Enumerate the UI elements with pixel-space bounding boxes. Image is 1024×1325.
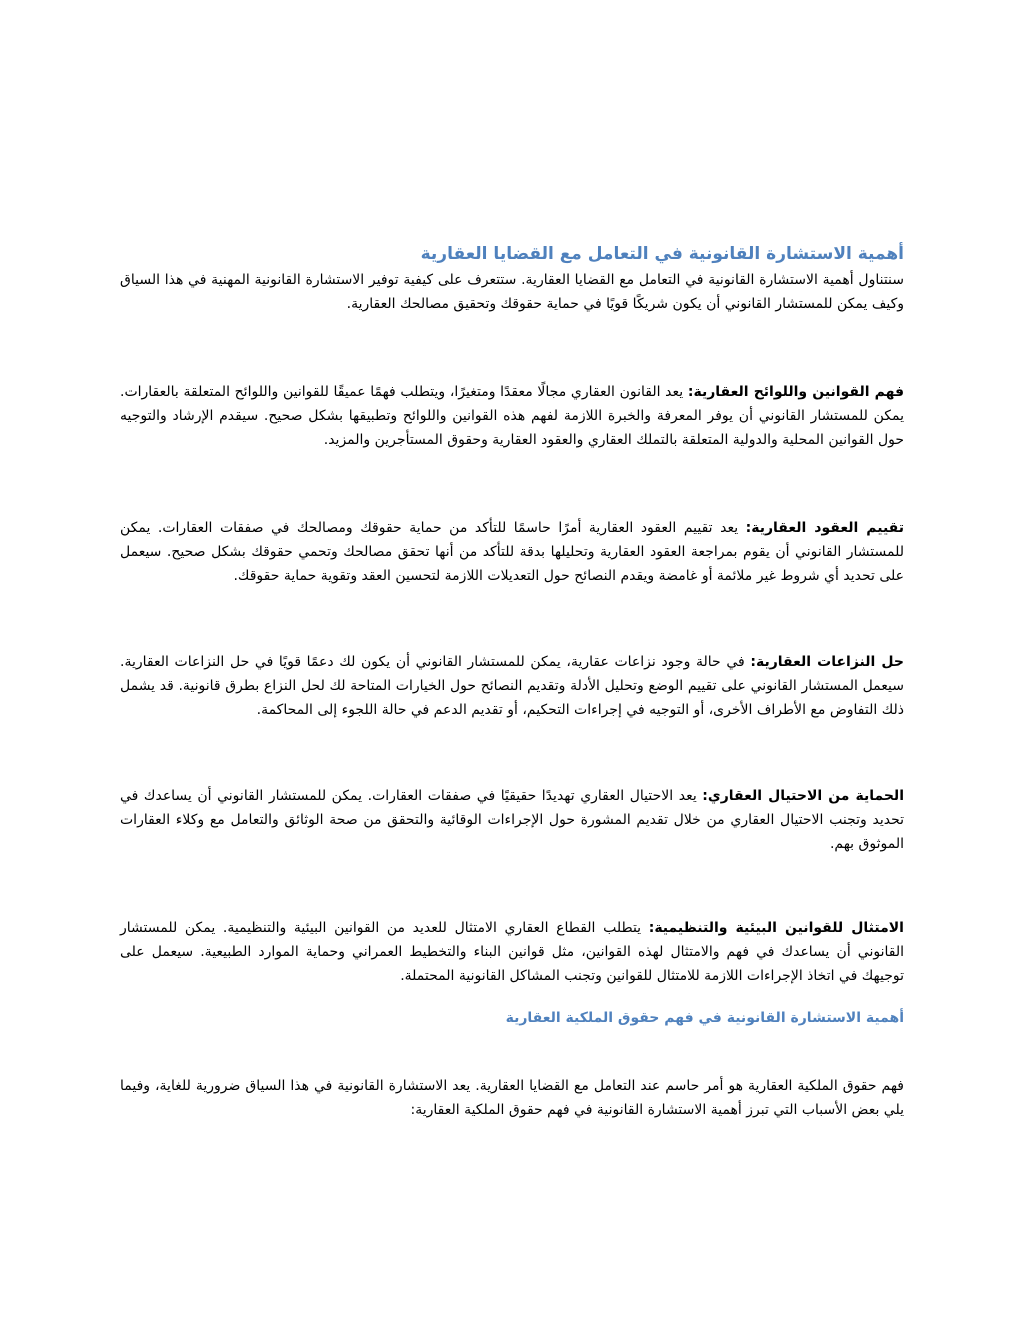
section-lead: تقييم العقود العقارية: xyxy=(745,520,904,536)
section-text: يعد القانون العقاري مجالًا معقدًا ومتغيرًا، ويتطلب فهمًا عميقًا للقوانين واللوائح المتعلقة بالعقارات. يمكن للمستشار القانوني أن يوفر المعرفة والخبرة اللازمة لفهم هذه القوانين واللوائح وتطبيقها بشكل صحيح. سيقدم الإرشاد والتوجيه حول القوانين المحلية والدولية المتعلقة بالتملك العقاري والعقود العقارية وحقوق المستأجرين والمزيد. xyxy=(120,384,904,448)
intro-title: أهمية الاستشارة القانونية في التعامل مع القضايا العقارية xyxy=(420,244,904,264)
section-text: يتطلب القطاع العقاري الامتثال للعديد من القوانين البيئية والتنظيمية. يمكن للمستشار القانوني أن يساعدك في فهم والامتثال لهذه القوانين، مثل قوانين البناء والتخطيط العمراني وحماية الموارد الطبيعية. سيعمل على توجيهك في اتخاذ الإجراءات اللازمة للامتثال للقوانين وتجنب المشاكل القانونية المحتملة. xyxy=(120,920,904,984)
intro-paragraph: سنتناول أهمية الاستشارة القانونية في التعامل مع القضايا العقارية. ستتعرف على كيفية توفير الاستشارة القانونية المهنية في هذا السياق وكيف يمكن للمستشار القانوني أن يكون شريكًا قويًا في حماية حقوقك وتحقيق مصالحك العقارية. xyxy=(120,272,904,312)
section-paragraph xyxy=(120,784,904,856)
second-title: أهمية الاستشارة القانونية في فهم حقوق الملكية العقارية xyxy=(505,1010,904,1026)
section-paragraph xyxy=(120,650,904,722)
section-paragraph xyxy=(120,380,904,452)
section-paragraph xyxy=(120,916,904,988)
section-lead: الحماية من الاحتيال العقاري: xyxy=(702,788,904,804)
section-lead: حل النزاعات العقارية: xyxy=(750,654,904,670)
section-paragraph xyxy=(120,516,904,588)
second-paragraph: فهم حقوق الملكية العقارية هو أمر حاسم عند التعامل مع القضايا العقارية. يعد الاستشارة القانونية في هذا السياق ضرورية للغاية، وفيما يلي بعض الأسباب التي تبرز أهمية الاستشارة القانونية في فهم حقوق الملكية العقارية: xyxy=(120,1078,904,1118)
section-text: يعد تقييم العقود العقارية أمرًا حاسمًا للتأكد من حماية حقوقك ومصالحك في صفقات العقارات. يمكن للمستشار القانوني أن يقوم بمراجعة العقود العقارية وتحليلها بدقة للتأكد من أنها تحقق مصالحك وتحمي حقوقك بشكل صحيح. سيعمل على تحديد أي شروط غير ملائمة أو غامضة ويقدم النصائح حول التعديلات اللازمة لتحسين العقد وتقوية حماية حقوقك. xyxy=(120,520,904,584)
section-text: يعد الاحتيال العقاري تهديدًا حقيقيًا في صفقات العقارات. يمكن للمستشار القانوني أن يساعدك في تحديد وتجنب الاحتيال العقاري من خلال تقديم المشورة حول الإجراءات الوقائية والتحقق من صحة الوثائق والتعامل مع وكلاء العقارات الموثوق بهم. xyxy=(120,788,904,852)
section-lead: الامتثال للقوانين البيئية والتنظيمية: xyxy=(648,920,904,936)
section-text: في حالة وجود نزاعات عقارية، يمكن للمستشار القانوني أن يكون لك دعمًا قويًا في حل النزاعات العقارية. سيعمل المستشار القانوني على تقييم الوضع وتحليل الأدلة وتقديم النصائح حول الخيارات المتاحة لك لحل النزاع بطرق قانونية. قد يشمل ذلك التفاوض مع الأطراف الأخرى، أو التوجيه في إجراءات التحكيم، أو تقديم الدعم في حالة اللجوء إلى المحاكمة. xyxy=(120,654,904,718)
section-lead: فهم القوانين واللوائح العقارية: xyxy=(687,384,904,400)
